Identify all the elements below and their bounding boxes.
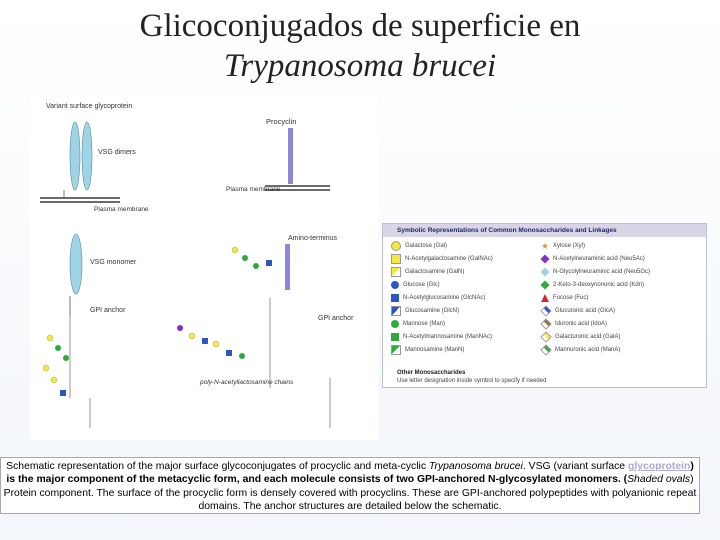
procyclin-label: Procyclin bbox=[266, 117, 297, 126]
legend-item-mannac: N-Acetylmannosamine (ManNAc) bbox=[391, 332, 492, 342]
galactose-symbol bbox=[43, 365, 49, 371]
square-green-icon bbox=[391, 333, 399, 341]
title-line-2: Trypanosoma brucei bbox=[223, 48, 497, 84]
legend-item-glucose: Glucose (Glc) bbox=[391, 280, 440, 290]
mannose-symbol bbox=[55, 345, 61, 351]
galactose-symbol bbox=[51, 377, 57, 383]
procyclin-rod bbox=[288, 128, 293, 184]
legend-item-glcnac: N-Acetylglucosamine (GlcNAc) bbox=[391, 293, 485, 303]
galactose-symbol bbox=[213, 341, 219, 347]
other-monosaccharides-heading: Other Monosaccharides bbox=[397, 370, 466, 376]
vsg-monomer-oval bbox=[70, 234, 82, 294]
diamond-purple-icon bbox=[540, 254, 549, 263]
half-diamond-green-icon bbox=[540, 344, 551, 355]
schematic-figure bbox=[30, 98, 378, 440]
legend-item-glca: Glucuronic acid (GlcA) bbox=[541, 306, 615, 316]
vsg-label: Variant surface glycoprotein bbox=[46, 103, 133, 110]
vsg-oval-right bbox=[82, 122, 92, 190]
vsg-oval-left bbox=[70, 122, 80, 190]
plasma-membrane-label-2: Plasma membrane bbox=[226, 186, 281, 193]
legend-heading: Symbolic Representations of Common Monosaccharides and Linkages bbox=[383, 224, 706, 237]
circle-yellow-icon bbox=[391, 241, 401, 251]
monosaccharide-legend bbox=[382, 223, 707, 388]
legend-item-xylose: ★ Xylose (Xyl) bbox=[541, 241, 586, 251]
legend-item-glcn: Glucosamine (GlcN) bbox=[391, 306, 459, 316]
star-orange-icon: ★ bbox=[541, 241, 550, 251]
half-square-yellow-icon bbox=[391, 267, 401, 277]
slide-title bbox=[0, 6, 720, 86]
half-square-blue-icon bbox=[391, 306, 401, 316]
half-square-green-icon bbox=[391, 345, 401, 355]
legend-item-mannose: Mannose (Man) bbox=[391, 319, 445, 329]
galactose-symbol bbox=[189, 333, 195, 339]
glycoprotein-link[interactable]: glycoprotein bbox=[627, 461, 691, 472]
glcnac-symbol bbox=[202, 338, 208, 344]
glcnac-symbol bbox=[226, 350, 232, 356]
poly-lactosamine-label: poly-N-acetyllactosamine chains bbox=[200, 379, 294, 386]
legend-item-gala: Galacturonic acid (GalA) bbox=[541, 332, 620, 342]
circle-blue-icon bbox=[391, 281, 399, 289]
galactose-symbol bbox=[47, 335, 53, 341]
other-monosaccharides-text: Use letter designation inside symbol to specify if needed bbox=[397, 378, 547, 384]
glcnac-symbol bbox=[60, 390, 66, 396]
mannose-symbol bbox=[63, 355, 69, 361]
caption-species: Trypanosoma brucei bbox=[428, 461, 523, 472]
glcnac-symbol bbox=[266, 260, 272, 266]
half-diamond-yellow-icon bbox=[540, 331, 551, 342]
mannose-symbol bbox=[239, 353, 245, 359]
diamond-lightblue-icon bbox=[540, 267, 549, 276]
neu5ac-symbol bbox=[177, 325, 183, 331]
half-diamond-blue-icon bbox=[540, 305, 551, 316]
caption-text: ) Protein component. The surface of the procyclic form is densely covered with procyclins. These are GPI-anchored polypeptides with polyanionic repeat domains. The anchor structures are detailed below the schematic. bbox=[3, 474, 697, 513]
legend-item-galactose: Galactose (Gal) bbox=[391, 241, 447, 251]
legend-item-neu5ac: N-Acetylneuraminic acid (Neu5Ac) bbox=[541, 254, 645, 264]
legend-item-neu5gc: N-Glycolylneuraminic acid (Neu5Gc) bbox=[541, 267, 650, 277]
square-blue-icon bbox=[391, 294, 399, 302]
legend-item-fucose: Fucose (Fuc) bbox=[541, 293, 588, 303]
triangle-red-icon bbox=[541, 294, 549, 302]
caption-bold-text: ) is the major component of the metacyclic form, and each molecule consists of two GPI-anchored N-glycosylated monomers. ( bbox=[6, 461, 694, 486]
mannose-symbol bbox=[253, 263, 259, 269]
half-diamond-brown-icon bbox=[540, 318, 551, 329]
legend-item-galn: Galactosamine (GalN) bbox=[391, 267, 464, 277]
mannose-symbol bbox=[242, 255, 248, 261]
title-line-1: Glicoconjugados de superficie en bbox=[139, 8, 581, 44]
procyclin-rod-2 bbox=[285, 244, 290, 290]
schematic-diagram bbox=[30, 98, 378, 440]
caption-italic-text: Shaded ovals bbox=[627, 474, 691, 486]
caption-text: Schematic representation of the major surface glycoconjugates of procyclic and meta-cyclic bbox=[6, 461, 429, 472]
legend-item-kdn: 2-Keto-3-deoxynononic acid (Kdn) bbox=[541, 280, 644, 290]
gpi-anchor-right-label: GPI anchor bbox=[318, 315, 354, 322]
legend-item-mana: Mannuronic acid (ManA) bbox=[541, 345, 620, 355]
galactose-symbol bbox=[232, 247, 238, 253]
vsg-monomer-label: VSG monomer bbox=[90, 259, 137, 266]
legend-item-mann: Mannosamine (ManN) bbox=[391, 345, 464, 355]
vsg-dimers-label: VSG dimers bbox=[98, 149, 136, 156]
legend-item-idoa: Iduronic acid (IdoA) bbox=[541, 319, 607, 329]
amino-terminus-label: Amino-terminus bbox=[288, 235, 338, 242]
legend-item-galnac: N-Acetylgalactosamine (GalNAc) bbox=[391, 254, 493, 264]
plasma-membrane-label-1: Plasma membrane bbox=[94, 206, 149, 213]
circle-green-icon bbox=[391, 320, 399, 328]
diamond-green-icon bbox=[540, 280, 549, 289]
caption-text: . VSG (variant surface bbox=[522, 461, 628, 472]
square-yellow-icon bbox=[391, 254, 401, 264]
gpi-anchor-left-label: GPI anchor bbox=[90, 307, 126, 314]
figure-caption bbox=[0, 457, 700, 514]
